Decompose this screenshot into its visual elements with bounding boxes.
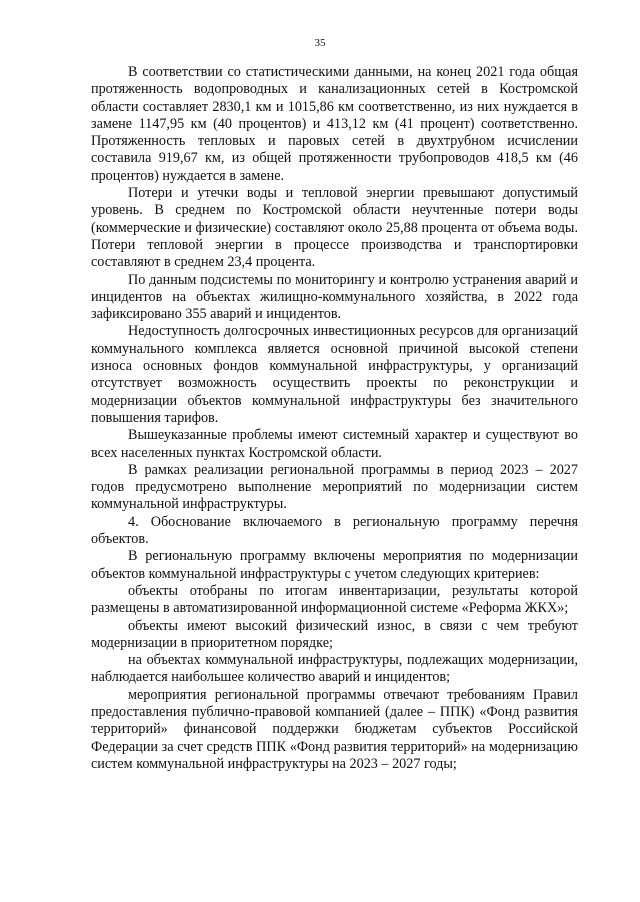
paragraph: Потери и утечки воды и тепловой энергии превышают допустимый уровень. В среднем по Костромской области неучтенные потери воды (коммерческие и физические) составляют около 25,88 процента от объема воды. Потери тепловой энергии в процессе производства и транспортировки составляют в среднем 23,4 процента. bbox=[91, 185, 578, 271]
paragraph: В региональную программу включены мероприятия по модернизации объектов коммунальной инфраструктуры с учетом следующих критериев: bbox=[91, 548, 578, 582]
paragraph: Недоступность долгосрочных инвестиционных ресурсов для организаций коммунального комплекса является основной причиной высокой степени износа основных фондов коммунальной инфраструктуры, у организаций отсутствует возможность осуществить проекты по реконструкции и модернизации объектов коммунальной инфраструктуры без значительного повышения тарифов. bbox=[91, 323, 578, 426]
paragraph: Вышеуказанные проблемы имеют системный характер и существуют во всех населенных пунктах Костромской области. bbox=[91, 427, 578, 461]
criteria-item: объекты отобраны по итогам инвентаризации, результаты которой размещены в автоматизированной информационной системе «Реформа ЖКХ»; bbox=[91, 582, 578, 617]
paragraph: В рамках реализации региональной программы в период 2023 – 2027 годов предусмотрено выполнение мероприятий по модернизации систем коммунальной инфраструктуры. bbox=[91, 461, 578, 513]
criteria-item: объекты имеют высокий физический износ, в связи с чем требуют модернизации в приоритетном порядке; bbox=[91, 617, 578, 651]
paragraph: В соответствии со статистическими данными, на конец 2021 года общая протяженность водопроводных и канализационных сетей в Костромской области составляет 2830,1 км и 1015,86 км соответственно, из них нуждается в замене 1147,95 км (40 процентов) и 413,12 км (41 процент) соответственно. Протяженность тепловых и паровых сетей в двухтрубном исчислении составила 919,67 км, из общей протяженности трубопроводов 418,5 км (46 процентов) нуждается в замене. bbox=[91, 64, 578, 184]
criteria-item: на объектах коммунальной инфраструктуры, подлежащих модернизации, наблюдается наибольшее количество аварий и инцидентов; bbox=[91, 652, 578, 686]
criteria-item: мероприятия региональной программы отвечают требованиям Правил предоставления публично-правовой компанией (далее – ППК) «Фонд развития территорий» финансовой поддержки бюджетам субъектов Российской Федерации за счет средств ППК «Фонд развития территорий» на модернизацию систем коммунальной инфраструктуры на 2023 – 2027 годы; bbox=[91, 686, 578, 772]
page-number: 35 bbox=[314, 37, 326, 49]
body-text bbox=[91, 64, 578, 773]
section-heading: 4. Обоснование включаемого в региональную программу перечня объектов. bbox=[91, 513, 578, 548]
paragraph: По данным подсистемы по мониторингу и контролю устранения аварий и инцидентов на объектах жилищно-коммунального хозяйства, в 2022 года зафиксировано 355 аварий и инцидентов. bbox=[91, 271, 578, 323]
